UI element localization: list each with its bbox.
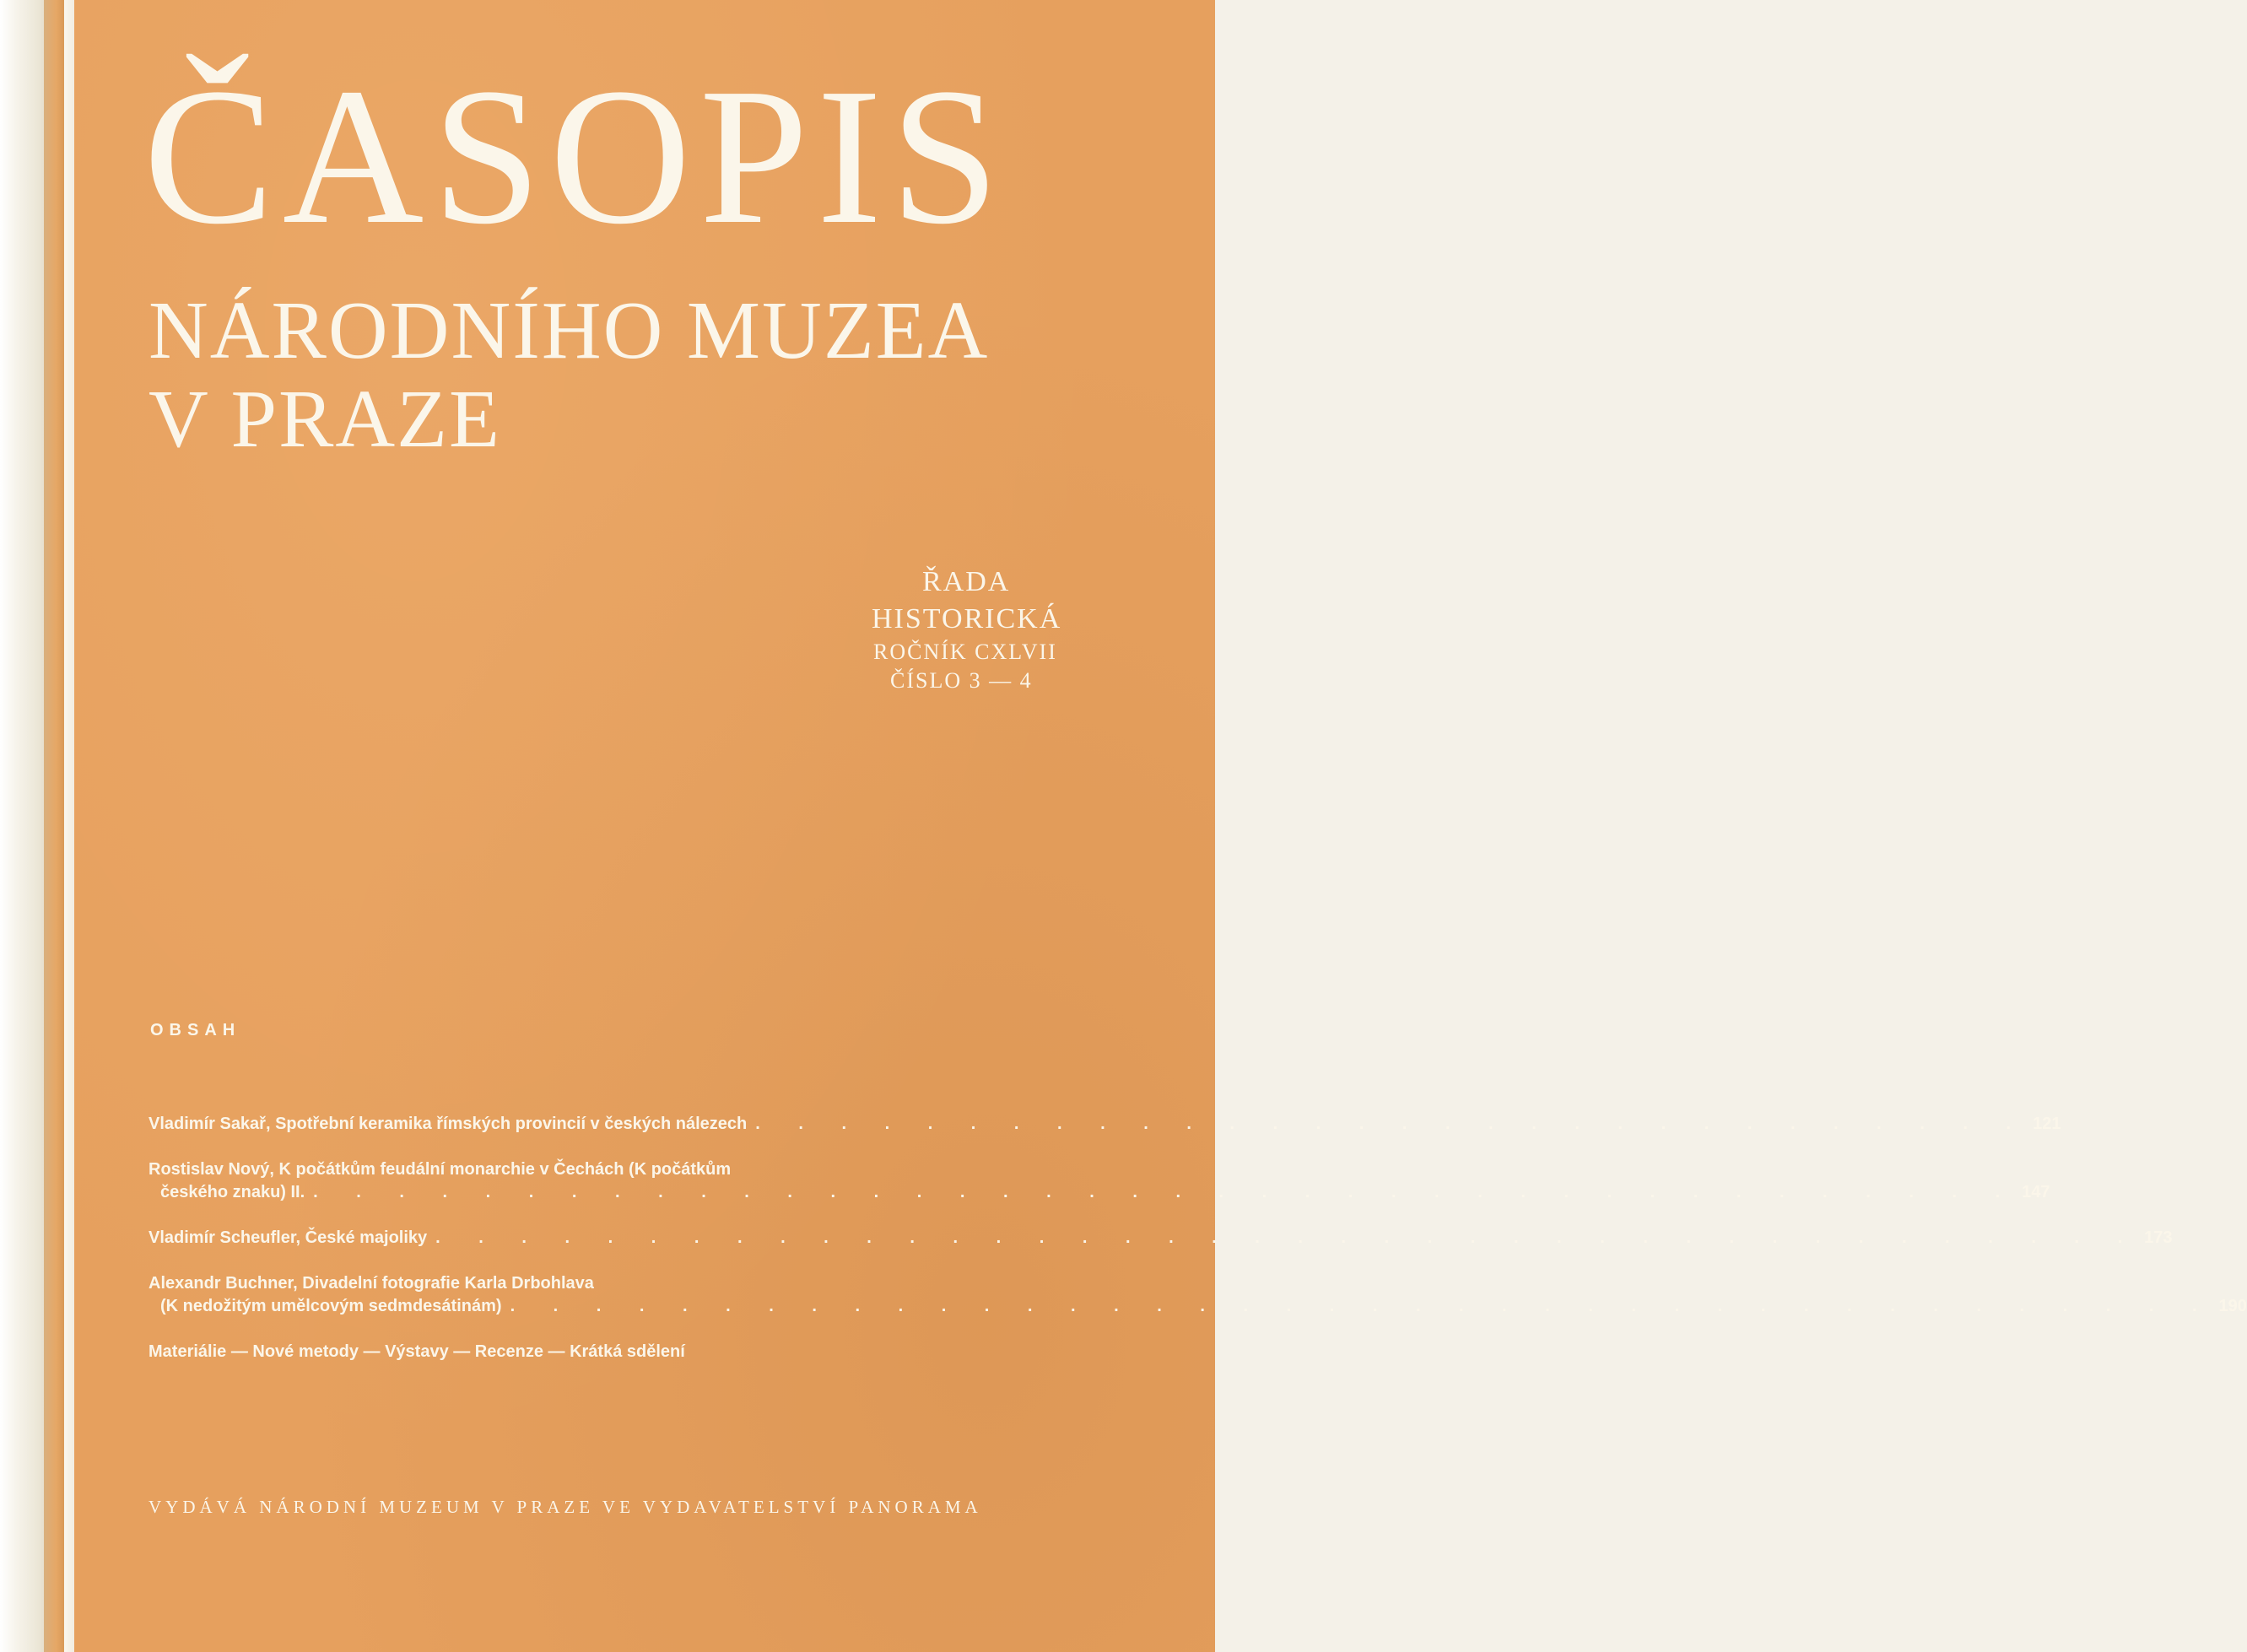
title-narodniho-muzea: NÁRODNÍHO MUZEA [149,285,990,376]
title-v-praze: V PRAZE [149,373,501,465]
series-rocnik: ROČNÍK CXLVII [873,640,1057,665]
toc-entry-text-cont: (K nedožitým umělcovým sedmdesátinám) [160,1297,502,1315]
toc-entry-text: Vladimír Scheufler, České majoliky [149,1228,428,1247]
table-of-contents [149,1021,2247,1386]
toc-page-number: 190 [2218,1297,2247,1315]
toc-entry [149,1113,2061,1136]
series-rada: ŘADA [922,566,1011,597]
toc-leader-dots: . . . . . . . . . . . . . . . . . . . . . . . . . . . . . . . . . . . . . . . . [435,1228,2140,1247]
toc-entry-text: Vladimír Sakař, Spotřební keramika římských provincií v českých nálezech [149,1115,748,1133]
toc-page-number: 147 [2022,1183,2050,1201]
toc-entry [149,1272,2247,1318]
toc-entry [149,1227,2173,1250]
toc-sections-text: Materiálie — Nové metody — Výstavy — Recenze — Krátká sdělení [149,1342,685,1361]
series-cislo: ČÍSLO 3 — 4 [890,668,1033,694]
series-historicka: HISTORICKÁ [872,603,1062,635]
toc-page-number: 121 [2033,1115,2061,1133]
toc-page-number: 173 [2144,1228,2173,1247]
title-subtitle [149,287,989,464]
toc-sections-line [149,1341,992,1363]
toc-leader-dots: . . . . . . . . . . . . . . . . . . . . . . . . . . . . . . [755,1115,2028,1133]
toc-leader-dots: . . . . . . . . . . . . . . . . . . . . . . . . . . . . . . . . . . . . . . . . [510,1297,2214,1315]
toc-entry-text: Rostislav Nový, K počátkům feudální monarchie v Čechách (K počátkům [149,1160,732,1179]
back-issue-edge [44,0,64,1652]
toc-entry-text-cont: českého znaku) II. [160,1183,305,1201]
toc-leader-dots: . . . . . . . . . . . . . . . . . . . . . . . . . . . . . . . . . . . . . . . . [313,1183,2017,1201]
publisher-line: VYDÁVÁ NÁRODNÍ MUZEUM V PRAZE VE VYDAVATELSTVÍ PANORAMA [149,1497,982,1517]
paper-edge-inner [64,0,74,1652]
title-casopis: ČASOPIS [143,48,1008,265]
toc-entry [149,1158,2050,1204]
toc-entry-text: Alexandr Buchner, Divadelní fotografie Karla Drbohlava [149,1274,594,1293]
series-block [872,564,1061,695]
toc-heading: OBSAH [150,1021,241,1039]
